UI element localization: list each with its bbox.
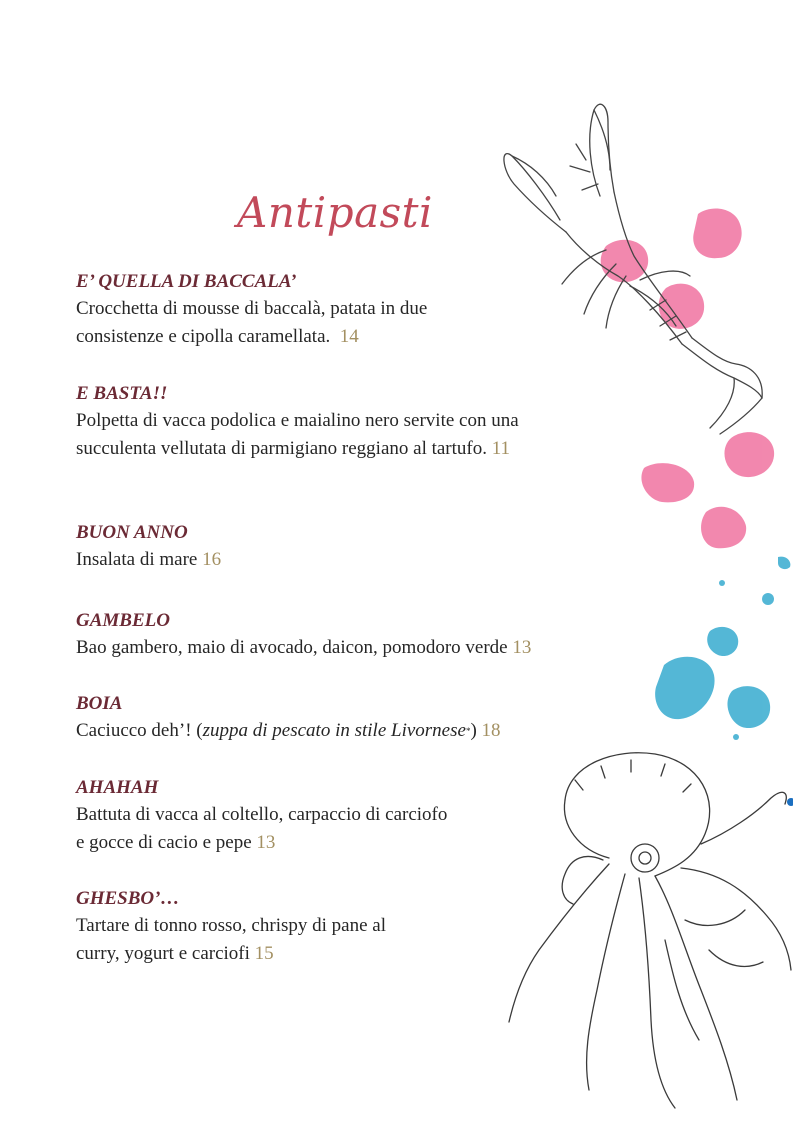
dish-price: 18 (481, 720, 501, 741)
dish-name: E’ QUELLA DI BACCALA’ (76, 271, 297, 292)
menu-item (76, 381, 676, 463)
menu-item (76, 775, 676, 857)
dish-price: 15 (254, 943, 274, 964)
dish-description: Tartare di tonno rosso, chrispy di pane al curry, yogurt e carciofi 15 (76, 915, 386, 964)
dish-description: Polpetta di vacca podolica e maialino nero servite con una succulenta vellutata di parmigiano reggiano al tartufo. 11 (76, 410, 519, 459)
section-title: Antipasti (237, 188, 433, 237)
dish-price: 13 (256, 832, 276, 853)
dish-description: Caciucco deh’! (zuppa di pescato in stile Livornese*) 18 (76, 720, 501, 741)
dish-description: Battuta di vacca al coltello, carpaccio di carciofo e gocce di cacio e pepe 13 (76, 804, 448, 853)
dish-name: AHAHAH (76, 777, 159, 798)
menu-item (76, 608, 676, 662)
dish-price: 16 (202, 549, 222, 570)
menu-item (76, 269, 676, 351)
dish-price: 11 (491, 438, 511, 459)
dish-name: GHESBO’… (76, 888, 180, 909)
dish-name: BUON ANNO (76, 522, 188, 543)
menu-item (76, 691, 676, 745)
dish-name: E BASTA!! (76, 383, 168, 404)
dish-description: Bao gambero, maio di avocado, daicon, pomodoro verde 13 (76, 637, 532, 658)
menu-item (76, 520, 676, 574)
dish-name: BOIA (76, 693, 123, 714)
dish-price: 14 (339, 326, 359, 347)
dish-name: GAMBELO (76, 610, 170, 631)
menu-item (76, 886, 676, 968)
dish-description: Insalata di mare 16 (76, 549, 222, 570)
dish-description: Crocchetta di mousse di baccalà, patata in due consistenze e cipolla caramellata. 14 (76, 298, 428, 347)
dish-price: 13 (512, 637, 532, 658)
